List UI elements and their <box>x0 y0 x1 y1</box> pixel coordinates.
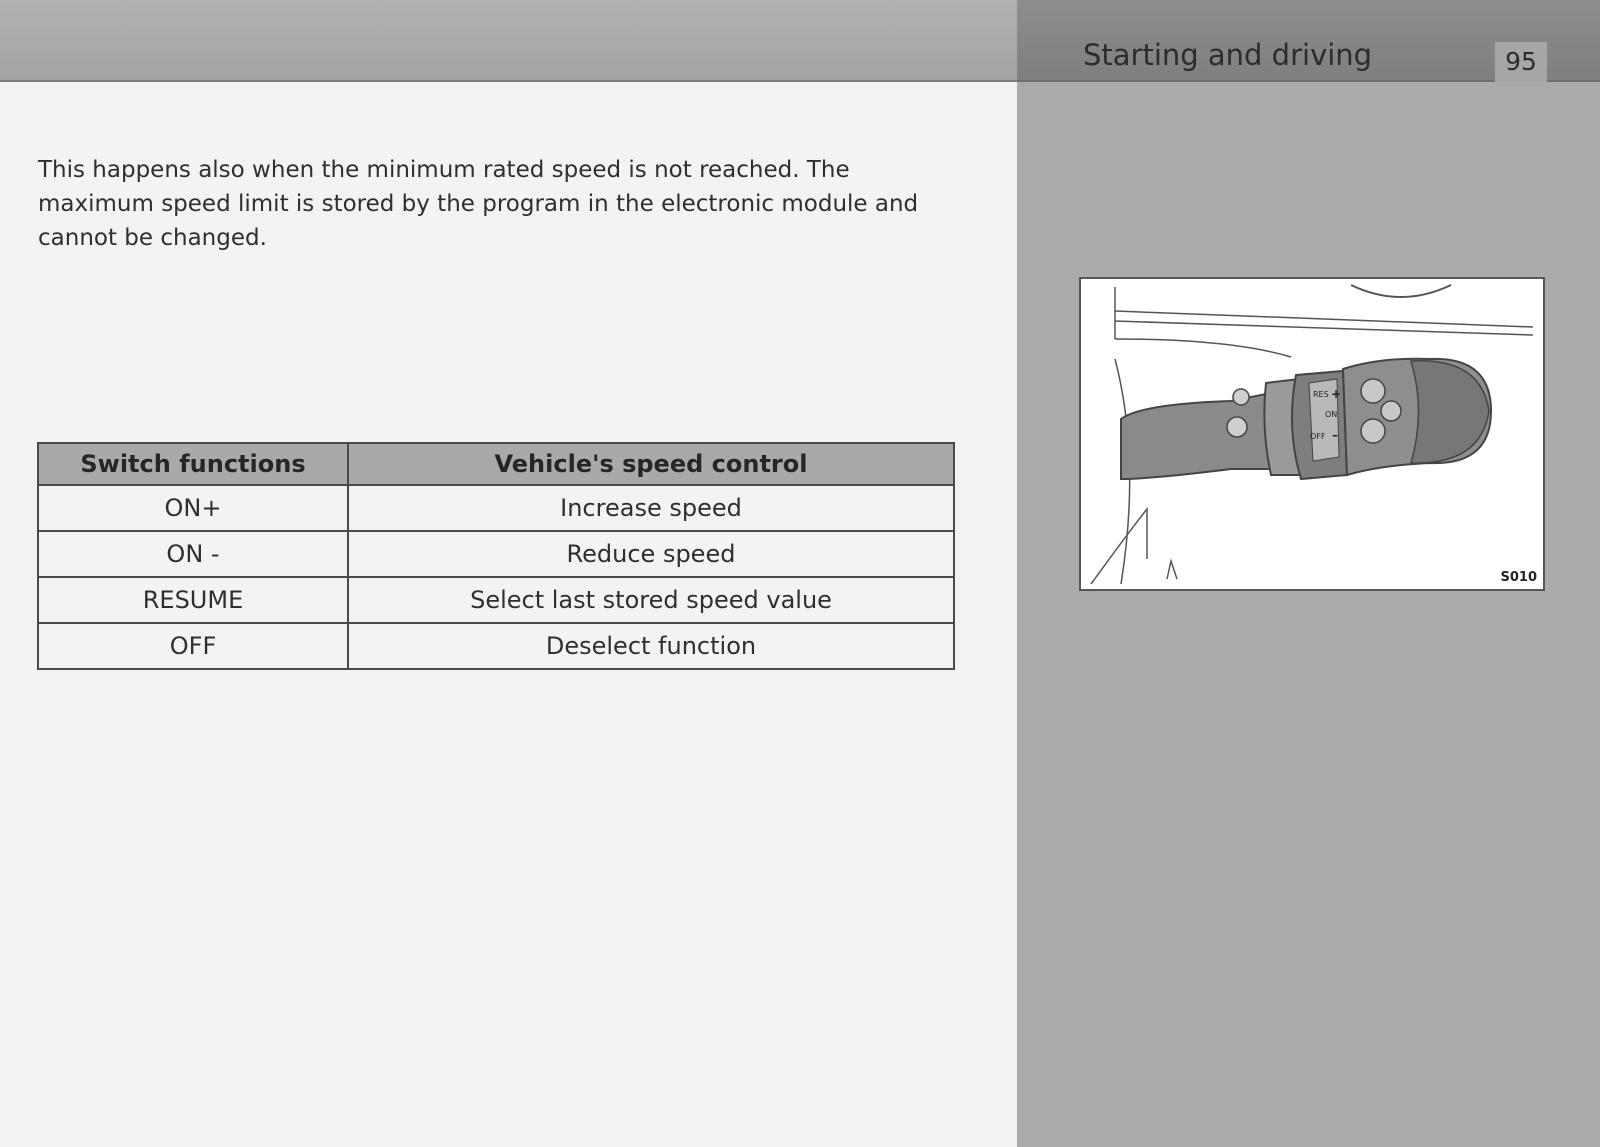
column-header-switch-functions: Switch functions <box>38 443 348 485</box>
intro-paragraph: This happens also when the minimum rated speed is not reached. The maximum speed limit is stored by the program in the electronic module and cannot be changed. <box>38 157 919 251</box>
page-number: 95 <box>1495 42 1547 82</box>
cruise-control-stalk-drawing <box>1081 279 1543 589</box>
on-label: ON <box>1325 410 1338 419</box>
speed-control-cell: Deselect function <box>348 623 954 669</box>
table-row <box>38 485 954 531</box>
section-title: Starting and driving <box>1083 38 1373 72</box>
switch-function-cell: OFF <box>38 623 348 669</box>
switch-functions-table <box>37 442 955 670</box>
switch-function-cell: RESUME <box>38 577 348 623</box>
column-header-speed-control: Vehicle's speed control <box>348 443 954 485</box>
speed-control-cell: Reduce speed <box>348 531 954 577</box>
table-row <box>38 531 954 577</box>
off-label: OFF <box>1310 432 1326 441</box>
switch-function-cell: ON - <box>38 531 348 577</box>
speed-control-cell: Increase speed <box>348 485 954 531</box>
table-header-row <box>38 443 954 485</box>
lever-icon <box>1233 389 1249 405</box>
table-row <box>38 577 954 623</box>
res-label: RES <box>1313 390 1329 399</box>
lever-icon <box>1227 417 1247 437</box>
figure-code: S010 <box>1500 570 1537 585</box>
minus-label: – <box>1332 428 1338 442</box>
header-band <box>0 0 1017 82</box>
speed-control-cell: Select last stored speed value <box>348 577 954 623</box>
cruise-control-stalk-figure <box>1079 277 1545 591</box>
switch-function-cell: ON+ <box>38 485 348 531</box>
table-row <box>38 623 954 669</box>
plus-label: + <box>1331 387 1342 401</box>
